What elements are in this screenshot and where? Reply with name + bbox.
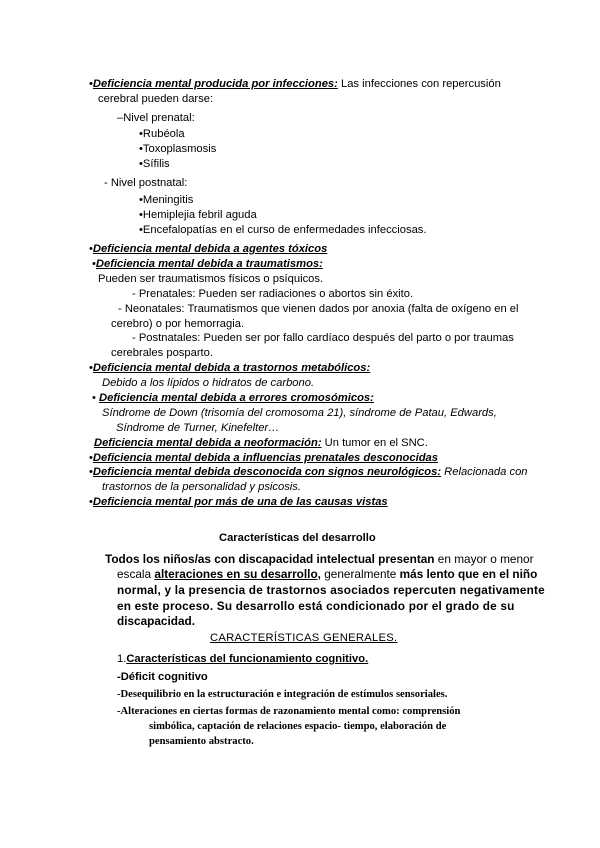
bullet: • (89, 243, 93, 255)
metabolicos-colon: : (366, 362, 371, 374)
traumatismos-neonatales: - Neonatales: Traumatismos que vienen dados por anoxia (falta de oxígeno en el (118, 303, 519, 315)
bullet: • (89, 78, 93, 90)
desarrollo-title: Características del desarrollo (219, 532, 376, 544)
neoformacion-heading: Deficiencia mental debida a neoformación (94, 437, 318, 449)
neoformacion-colon: : (317, 437, 322, 449)
neoformacion-line (94, 436, 428, 450)
cromosomicos-text-cont: Síndrome de Turner, Kinefelter… (116, 422, 280, 434)
desarrollo-p1-bold: Todos los niños/as con discapacidad intelectual presentan (105, 552, 435, 566)
bullet: • (89, 362, 93, 374)
traumatismos-text: Pueden ser traumatismos físicos o psíquicos. (98, 273, 324, 285)
desarrollo-p3: normal, y la presencia de trastornos asociados repercuten negativamente (117, 583, 545, 597)
infecciones-text: Las infecciones con repercusión (337, 78, 501, 90)
agentes-line (89, 242, 327, 256)
traumatismos-prenatales: - Prenatales: Pueden ser radiaciones o abortos sin éxito. (132, 288, 414, 300)
generales-item-deficit: -Déficit cognitivo (117, 671, 208, 683)
infecciones-heading-line (89, 77, 501, 91)
traumatismos-postnatales: - Postnatales: Pueden ser por fallo cardíaco después del parto o por traumas (132, 332, 514, 344)
influencias-line (89, 451, 438, 465)
neurologicos-text: Relacionada con (441, 466, 528, 478)
generales-sub-line (117, 652, 368, 666)
neurologicos-text-cont: trastornos de la personalidad y psicosis. (102, 481, 301, 493)
desarrollo-p2 (117, 566, 537, 582)
generales-title: CARACTERÍSTICAS GENERALES. (210, 632, 398, 644)
generales-item-alteraciones-cont: simbólica, captación de relaciones espacio- tiempo, elaboración de (149, 721, 447, 732)
infecciones-heading: Deficiencia mental producida por infecciones: (92, 78, 338, 90)
neurologicos-heading: Deficiencia mental debida desconocida con signos neurológicos (92, 466, 438, 478)
bullet: • (92, 392, 100, 404)
generales-num: 1. (117, 653, 127, 665)
traumatismos-line (92, 257, 323, 271)
desarrollo-p5: discapacidad. (117, 614, 196, 628)
metabolicos-heading: Deficiencia mental debida a trastornos metabólicos (92, 362, 367, 374)
bullet: • (92, 258, 96, 270)
prenatal-item-rubeola: •Rubéola (139, 128, 185, 140)
cromosomicos-heading: Deficiencia mental debida a errores cromosómicos (99, 392, 371, 404)
prenatal-item-sifilis: •Sífilis (139, 158, 170, 170)
neurologicos-line (89, 465, 528, 479)
postnatal-item-encefalopatias: •Encefalopatías en el curso de enfermedades infecciosas. (139, 224, 427, 236)
traumatismos-heading: Deficiencia mental debida a traumatismos (95, 258, 320, 270)
mas-causas-heading: Deficiencia mental por más de una de las causas vistas (92, 496, 388, 508)
prenatal-label: –Nivel prenatal: (117, 112, 195, 124)
desarrollo-p2-c: generalmente (320, 567, 400, 581)
agentes-heading: Deficiencia mental debida a agentes tóxicos (92, 243, 328, 255)
traumatismos-postnatales-cont: cerebrales posparto. (111, 347, 213, 359)
postnatal-label: - Nivel postnatal: (104, 177, 188, 189)
desarrollo-p1 (105, 551, 534, 567)
cromosomicos-line (92, 391, 374, 405)
neurologicos-colon: : (437, 466, 442, 478)
traumatismos-neonatales-cont: cerebro) o por hemorragia. (111, 318, 245, 330)
mas-causas-line (89, 495, 388, 509)
metabolicos-text: Debido a los lípidos o hidratos de carbono. (102, 377, 315, 389)
postnatal-item-hemiplejia: •Hemiplejia febril aguda (139, 209, 257, 221)
neoformacion-text: Un tumor en el SNC. (321, 437, 428, 449)
desarrollo-p2-underlined: alteraciones en su desarrollo, (154, 567, 321, 581)
desarrollo-p2-bold: más lento que en el niño (399, 567, 538, 581)
bullet: • (89, 466, 93, 478)
metabolicos-line (89, 361, 370, 375)
bullet: • (89, 452, 93, 464)
postnatal-item-meningitis: •Meningitis (139, 194, 194, 206)
generales-item-desequilibrio: -Desequilibrio en la estructuración e integración de estímulos sensoriales. (117, 689, 448, 700)
desarrollo-p4: en este proceso. Su desarrollo está condicionado por el grado de su (117, 599, 515, 613)
cromosomicos-colon: : (370, 392, 374, 404)
generales-item-alteraciones: -Alteraciones en ciertas formas de razonamiento mental como: comprensión (117, 706, 461, 717)
influencias-heading: Deficiencia mental debida a influencias prenatales desconocidas (92, 452, 438, 464)
generales-item-alteraciones-cont2: pensamiento abstracto. (149, 736, 254, 747)
prenatal-item-toxoplasmosis: •Toxoplasmosis (139, 143, 217, 155)
generales-sub: Características del funcionamiento cognitivo. (126, 653, 369, 665)
infecciones-text-cont: cerebral pueden darse: (98, 93, 214, 105)
traumatismos-colon: : (319, 258, 323, 270)
desarrollo-p2-a: escala (117, 567, 155, 581)
desarrollo-p1-rest: en mayor o menor (434, 552, 534, 566)
cromosomicos-text: Síndrome de Down (trisomía del cromosoma 21), síndrome de Patau, Edwards, (102, 407, 497, 419)
bullet: • (89, 496, 93, 508)
